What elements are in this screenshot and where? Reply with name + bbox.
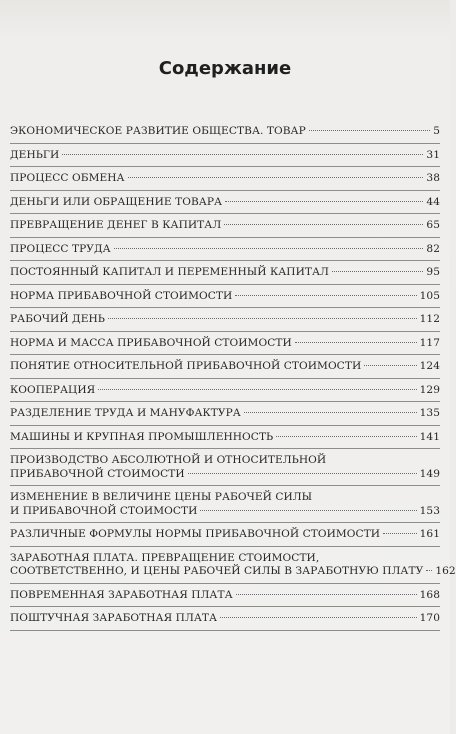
toc-page-number: 117 — [419, 336, 440, 349]
toc-page-number: 141 — [419, 430, 440, 443]
toc-page-number: 161 — [419, 528, 440, 540]
toc-entry[interactable] — [10, 332, 440, 355]
dot-leader — [295, 342, 417, 343]
dot-leader — [220, 617, 417, 618]
toc-entry-title: РАЗДЕЛЕНИЕ ТРУДА И МАНУФАКТУРА — [10, 407, 241, 419]
dot-leader — [309, 130, 430, 131]
toc-entry-row — [10, 360, 440, 374]
toc-entry-row — [10, 384, 440, 398]
toc-entry[interactable] — [10, 261, 440, 284]
dot-leader — [128, 177, 424, 178]
toc-entry-title: ПРОЦЕСС ТРУДА — [10, 242, 111, 255]
toc-entry-row — [10, 313, 440, 327]
toc-entry[interactable] — [10, 308, 440, 331]
toc-entry-row — [10, 528, 440, 542]
dot-leader — [224, 224, 423, 225]
toc-entry-row — [10, 407, 440, 421]
toc-page-number: 162 — [435, 565, 456, 577]
dot-leader — [364, 365, 416, 366]
dot-leader — [235, 295, 416, 296]
toc-entry-row — [10, 172, 440, 186]
toc-page-number: 95 — [426, 266, 440, 278]
toc-entry-row — [10, 125, 440, 139]
toc-entry[interactable] — [10, 167, 440, 190]
toc-entry-row — [10, 431, 440, 445]
toc-entry[interactable] — [10, 523, 440, 546]
toc-entry-row — [10, 196, 440, 210]
toc-entry-title: ПОНЯТИЕ ОТНОСИТЕЛЬНОЙ ПРИБАВОЧНОЙ СТОИМОСТИ — [10, 360, 362, 372]
toc-entry[interactable] — [10, 144, 440, 167]
toc-page-number: 112 — [419, 313, 440, 325]
toc-entry-row — [10, 149, 440, 163]
toc-entry-row — [10, 290, 440, 304]
toc-entry[interactable] — [10, 214, 440, 237]
toc-entry[interactable] — [10, 607, 440, 630]
toc-page-number: 135 — [419, 407, 440, 419]
toc-entry-title: ДЕНЬГИ — [10, 148, 60, 161]
toc-page-number: 168 — [419, 588, 440, 601]
toc-entry-title: КООПЕРАЦИЯ — [10, 383, 96, 396]
dot-leader — [244, 412, 417, 413]
toc-entry[interactable] — [10, 426, 440, 449]
toc-entry-row — [10, 589, 440, 603]
toc-entry-title: ПОВРЕМЕННАЯ ЗАРАБОТНАЯ ПЛАТА — [10, 588, 233, 601]
toc-entry-title: ПРОЦЕСС ОБМЕНА — [10, 172, 125, 184]
dot-leader — [200, 510, 416, 511]
toc-entry[interactable] — [10, 379, 440, 402]
toc-entry-row — [10, 468, 440, 482]
toc-entry[interactable] — [10, 355, 440, 378]
toc-entry-title: И ПРИБАВОЧНОЙ СТОИМОСТИ — [10, 504, 198, 517]
toc-entry-title: ДЕНЬГИ ИЛИ ОБРАЩЕНИЕ ТОВАРА — [10, 195, 223, 208]
page-title: Содержание — [158, 58, 292, 79]
toc-divider — [10, 630, 440, 631]
toc-entry-title: ПРИБАВОЧНОЙ СТОИМОСТИ — [10, 467, 185, 480]
toc-entry-title: НОРМА ПРИБАВОЧНОЙ СТОИМОСТИ — [10, 289, 233, 302]
toc-entry-title-line: ЗАРАБОТНАЯ ПЛАТА. ПРЕВРАЩЕНИЕ СТОИМОСТИ, — [10, 551, 320, 564]
dot-leader — [426, 570, 432, 571]
toc-entry[interactable] — [10, 402, 440, 425]
toc-entry-title-line: ИЗМЕНЕНИЕ В ВЕЛИЧИНЕ ЦЕНЫ РАБОЧЕЙ СИЛЫ — [10, 491, 313, 503]
toc-entry-title: ЭКОНОМИЧЕСКОЕ РАЗВИТИЕ ОБЩЕСТВА. ТОВАР — [10, 125, 306, 137]
toc-entry[interactable] — [10, 584, 440, 607]
toc-entry[interactable] — [10, 547, 456, 583]
toc-entry-row — [10, 243, 440, 257]
dot-leader — [236, 594, 417, 595]
toc-page-number: 65 — [426, 219, 440, 231]
toc-entry-title: НОРМА И МАССА ПРИБАВОЧНОЙ СТОИМОСТИ — [10, 336, 292, 349]
toc-entry-title: ПОСТОЯННЫЙ КАПИТАЛ И ПЕРЕМЕННЫЙ КАПИТАЛ — [10, 266, 329, 278]
dot-leader — [225, 201, 423, 202]
toc-page-number: 105 — [419, 289, 440, 302]
toc-page-number: 44 — [426, 195, 440, 208]
toc-entry-row — [10, 612, 440, 626]
toc-entry-row — [10, 219, 440, 233]
toc-entry-title: СООТВЕТСТВЕННО, И ЦЕНЫ РАБОЧЕЙ СИЛЫ В ЗАРАБОТНУЮ ПЛАТУ — [10, 565, 424, 577]
toc-entry-title: РАЗЛИЧНЫЕ ФОРМУЛЫ НОРМЫ ПРИБАВОЧНОЙ СТОИМОСТИ — [10, 528, 381, 540]
toc-page-number: 170 — [419, 612, 440, 624]
toc-entry-title: ПРЕВРАЩЕНИЕ ДЕНЕГ В КАПИТАЛ — [10, 219, 222, 231]
toc-page-number: 129 — [419, 383, 440, 396]
toc-entry-row — [10, 505, 440, 519]
toc-entry[interactable] — [10, 125, 440, 143]
dot-leader — [332, 271, 423, 272]
toc-entry[interactable] — [10, 449, 440, 485]
toc-page-number: 153 — [419, 504, 440, 517]
toc-entry-row — [10, 565, 456, 579]
toc-page-number: 82 — [426, 242, 440, 255]
toc-entry[interactable] — [10, 191, 440, 214]
dot-leader — [188, 473, 417, 474]
table-of-contents — [10, 125, 456, 631]
toc-page-number: 5 — [433, 125, 440, 137]
toc-page-number: 38 — [426, 172, 440, 184]
dot-leader — [276, 436, 416, 437]
toc-entry-row — [10, 266, 440, 280]
dot-leader — [108, 318, 417, 319]
toc-entry-row — [10, 337, 440, 351]
dot-leader — [383, 533, 417, 534]
toc-entry-title: РАБОЧИЙ ДЕНЬ — [10, 313, 105, 325]
toc-page-number: 149 — [419, 467, 440, 480]
dot-leader — [98, 389, 416, 390]
toc-entry-title: МАШИНЫ И КРУПНАЯ ПРОМЫШЛЕННОСТЬ — [10, 430, 274, 443]
dot-leader — [62, 154, 423, 155]
toc-entry[interactable] — [10, 238, 440, 261]
toc-entry-title-line: ПРОИЗВОДСТВО АБСОЛЮТНОЙ И ОТНОСИТЕЛЬНОЙ — [10, 454, 327, 466]
toc-entry[interactable] — [10, 486, 440, 522]
toc-entry-title: ПОШТУЧНАЯ ЗАРАБОТНАЯ ПЛАТА — [10, 612, 218, 624]
toc-entry[interactable] — [10, 285, 440, 308]
toc-page-number: 31 — [426, 148, 440, 161]
dot-leader — [114, 248, 424, 249]
toc-page-number: 124 — [419, 360, 440, 372]
